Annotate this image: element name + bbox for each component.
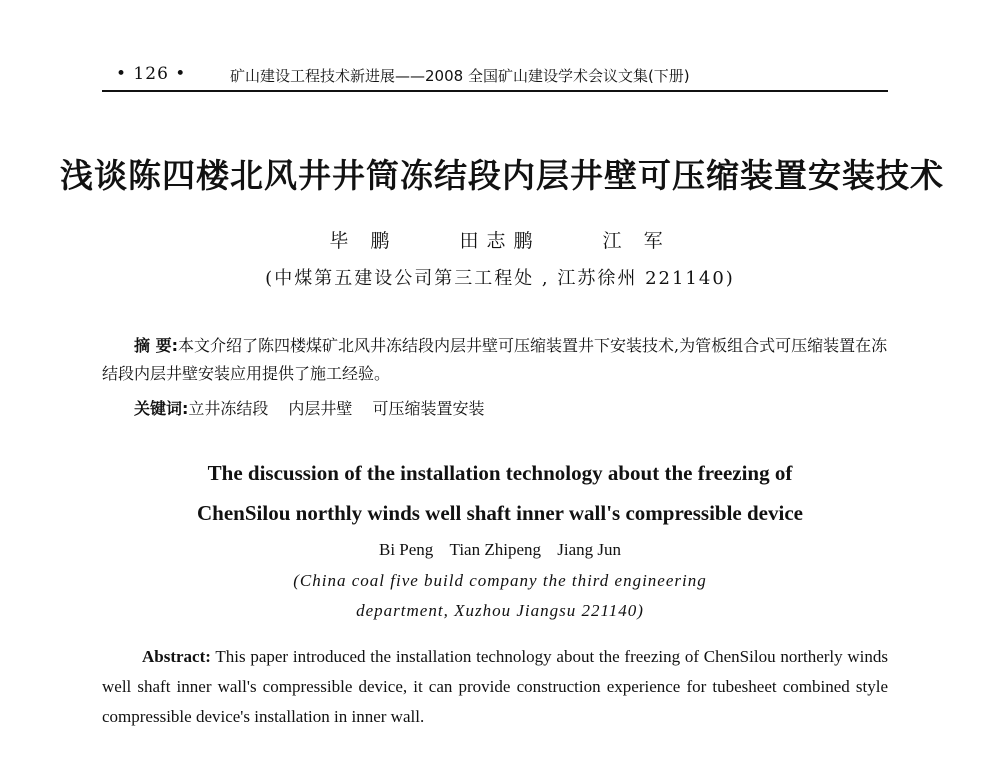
chinese-keywords-label: 关键词:	[134, 399, 189, 418]
chinese-abstract-text: 本文介绍了陈四楼煤矿北风井冻结段内层井壁可压缩装置井下安装技术,为管板组合式可压缩装置在冻结段内层井壁安装应用提供了施工经验。	[102, 336, 888, 383]
chinese-abstract-label: 摘 要:	[134, 336, 178, 355]
english-author-3: Jiang Jun	[557, 540, 622, 559]
english-title-line-2: ChenSilou northly winds well shaft inner wall's compressible device	[197, 501, 803, 525]
keyword-3: 可压缩装置安装	[372, 399, 485, 418]
english-affiliation-line-2: department, Xuzhou Jiangsu 221140)	[356, 601, 644, 620]
english-authors	[0, 540, 1000, 560]
chinese-authors	[0, 226, 1000, 253]
english-affiliation-line-1: (China coal five build company the third engineering	[293, 571, 707, 590]
english-author-2: Tian Zhipeng	[449, 540, 542, 559]
english-abstract-text: This paper introduced the installation technology about the freezing of ChenSilou northerly winds well shaft inner wall's compressible device, it can provide construction experience for tubesheet combined style compressible device's installation in inner wall.	[102, 647, 888, 726]
chinese-abstract	[102, 332, 888, 388]
english-abstract-label: Abstract:	[142, 647, 211, 666]
chinese-author-2: 田志鹏	[459, 230, 541, 252]
running-title: 矿山建设工程技术新进展——2008 全国矿山建设学术会议文集(下册)	[230, 67, 690, 85]
chinese-keywords	[134, 396, 504, 419]
english-title-line-1: The discussion of the installation technology about the freezing of	[207, 461, 793, 485]
chinese-affiliation: (中煤第五建设公司第三工程处 , 江苏徐州 221140)	[265, 268, 735, 289]
chinese-title: 浅谈陈四楼北风井井筒冻结段内层井壁可压缩装置安装技术	[60, 156, 944, 195]
page-number: • 126 •	[116, 64, 187, 84]
running-header	[102, 60, 888, 92]
chinese-author-3: 江 军	[602, 230, 671, 252]
keyword-1: 立井冻结段	[188, 399, 269, 418]
chinese-author-1: 毕 鹏	[329, 230, 398, 252]
english-abstract	[102, 642, 888, 732]
keyword-2: 内层井壁	[288, 399, 353, 418]
english-author-1: Bi Peng	[378, 540, 434, 559]
